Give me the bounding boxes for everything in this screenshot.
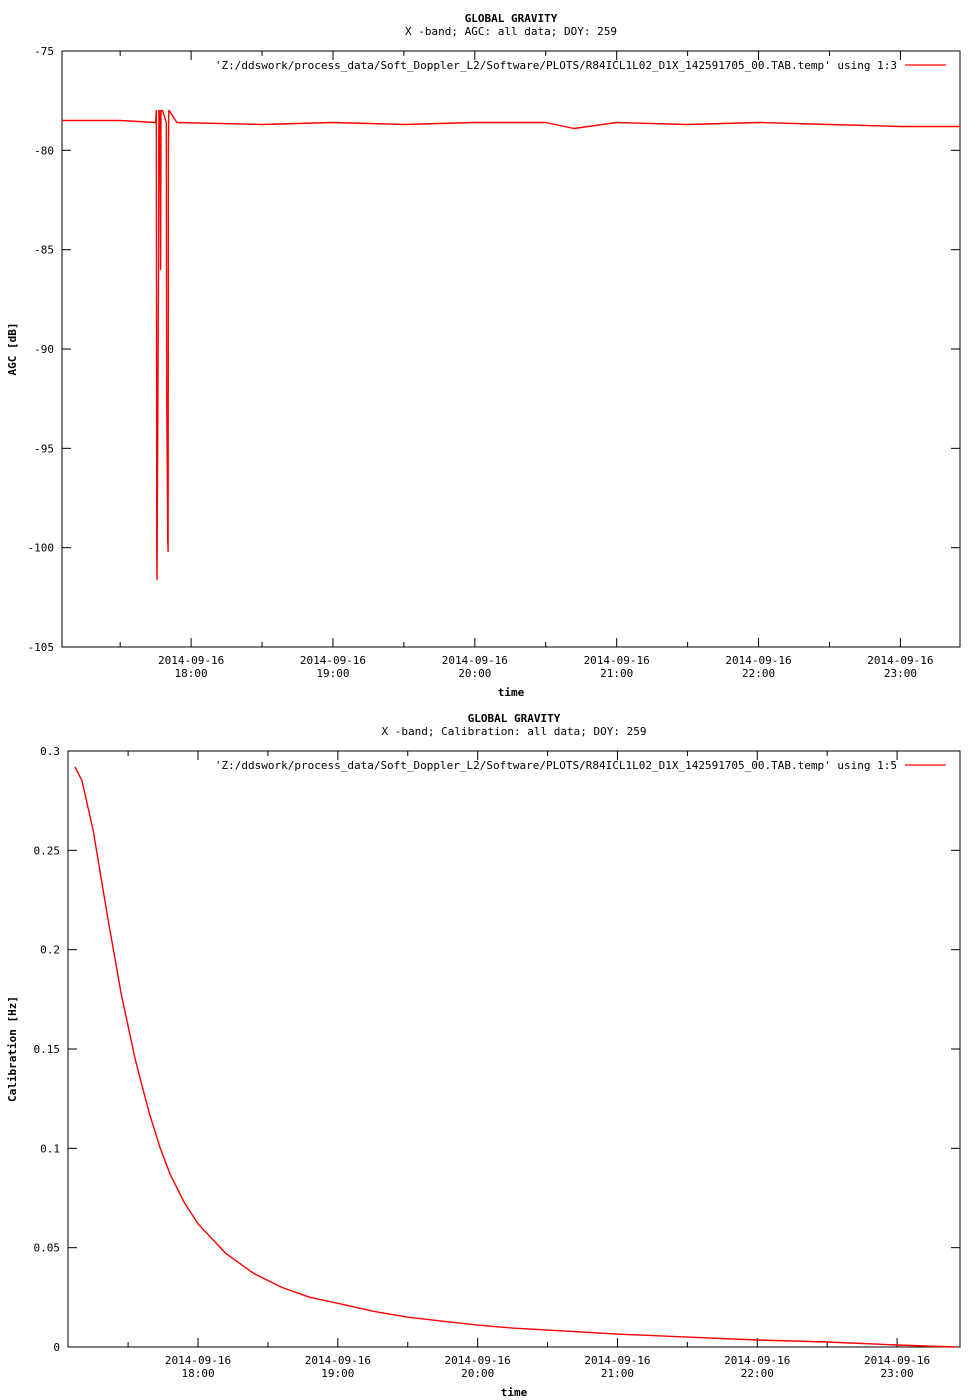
- plot-frame: [68, 751, 960, 1347]
- x-tick-label-date: 2014-09-16: [304, 1354, 371, 1367]
- chart-title: GLOBAL GRAVITY: [464, 12, 558, 25]
- y-tick-label: 0.2: [40, 943, 60, 957]
- y-tick-label: 0.15: [33, 1043, 60, 1056]
- y-tick-label: -85: [34, 243, 54, 257]
- y-tick-label: -90: [34, 343, 54, 356]
- y-tick-label: -100: [27, 541, 54, 555]
- plot-frame: [62, 51, 960, 647]
- series-line: [75, 767, 956, 1347]
- x-tick-label-date: 2014-09-16: [164, 1354, 232, 1367]
- legend-entry: 'Z:/ddswork/process_data/Soft_Doppler_L2/Software/PLOTS/R84ICL1L02_D1X_142591705_00.TAB.temp' using 1:3: [214, 59, 897, 72]
- chart-title: GLOBAL GRAVITY: [467, 712, 561, 725]
- x-tick-label-date: 2014-09-16: [583, 654, 650, 667]
- x-tick-label-time: 23:00: [883, 667, 917, 680]
- y-tick-label: 0.3: [40, 745, 60, 758]
- x-tick-label-date: 2014-09-16: [867, 654, 934, 667]
- y-tick-label: 0.1: [40, 1142, 60, 1156]
- y-tick-label: -75: [34, 45, 54, 58]
- x-tick-label-time: 21:00: [600, 667, 634, 680]
- legend-entry: 'Z:/ddswork/process_data/Soft_Doppler_L2/Software/PLOTS/R84ICL1L02_D1X_142591705_00.TAB.temp' using 1:5: [214, 759, 897, 772]
- y-tick-label: 0: [53, 1341, 60, 1354]
- x-tick-label-date: 2014-09-16: [157, 654, 225, 667]
- x-tick-label-time: 19:00: [321, 1367, 355, 1380]
- x-tick-label-time: 18:00: [174, 667, 208, 680]
- y-axis-label: AGC [dB]: [6, 322, 19, 376]
- x-tick-label-time: 20:00: [458, 667, 492, 680]
- y-tick-label: -80: [34, 144, 54, 158]
- x-axis-label: time: [500, 1386, 528, 1399]
- x-tick-label-date: 2014-09-16: [299, 654, 367, 667]
- chart-subtitle: X -band; AGC: all data; DOY: 259: [405, 25, 617, 38]
- y-tick-label: -95: [34, 442, 54, 456]
- x-tick-label-time: 22:00: [740, 1367, 774, 1380]
- y-tick-label: 0.25: [33, 844, 60, 858]
- x-tick-label-date: 2014-09-16: [444, 1354, 511, 1367]
- x-tick-label-time: 18:00: [181, 1367, 215, 1380]
- x-tick-label-date: 2014-09-16: [584, 1354, 651, 1367]
- y-tick-label: -105: [27, 641, 54, 654]
- x-tick-label-time: 20:00: [461, 1367, 495, 1380]
- x-tick-label-time: 23:00: [880, 1367, 914, 1380]
- chart-1: [6, 12, 960, 699]
- y-tick-label: 0.05: [33, 1241, 60, 1255]
- x-tick-label-time: 21:00: [600, 1367, 635, 1380]
- x-tick-label-time: 19:00: [316, 667, 350, 680]
- x-tick-label-date: 2014-09-16: [725, 654, 792, 667]
- x-axis-label: time: [497, 686, 525, 699]
- x-tick-label-date: 2014-09-16: [441, 654, 508, 667]
- chart-2: [6, 712, 960, 1399]
- x-tick-label-date: 2014-09-16: [863, 1354, 931, 1367]
- series-line: [62, 111, 960, 580]
- chart-subtitle: X -band; Calibration: all data; DOY: 259: [381, 725, 647, 738]
- x-tick-label-time: 22:00: [741, 667, 776, 680]
- y-axis-label: Calibration [Hz]: [6, 996, 19, 1102]
- x-tick-label-date: 2014-09-16: [724, 1354, 791, 1367]
